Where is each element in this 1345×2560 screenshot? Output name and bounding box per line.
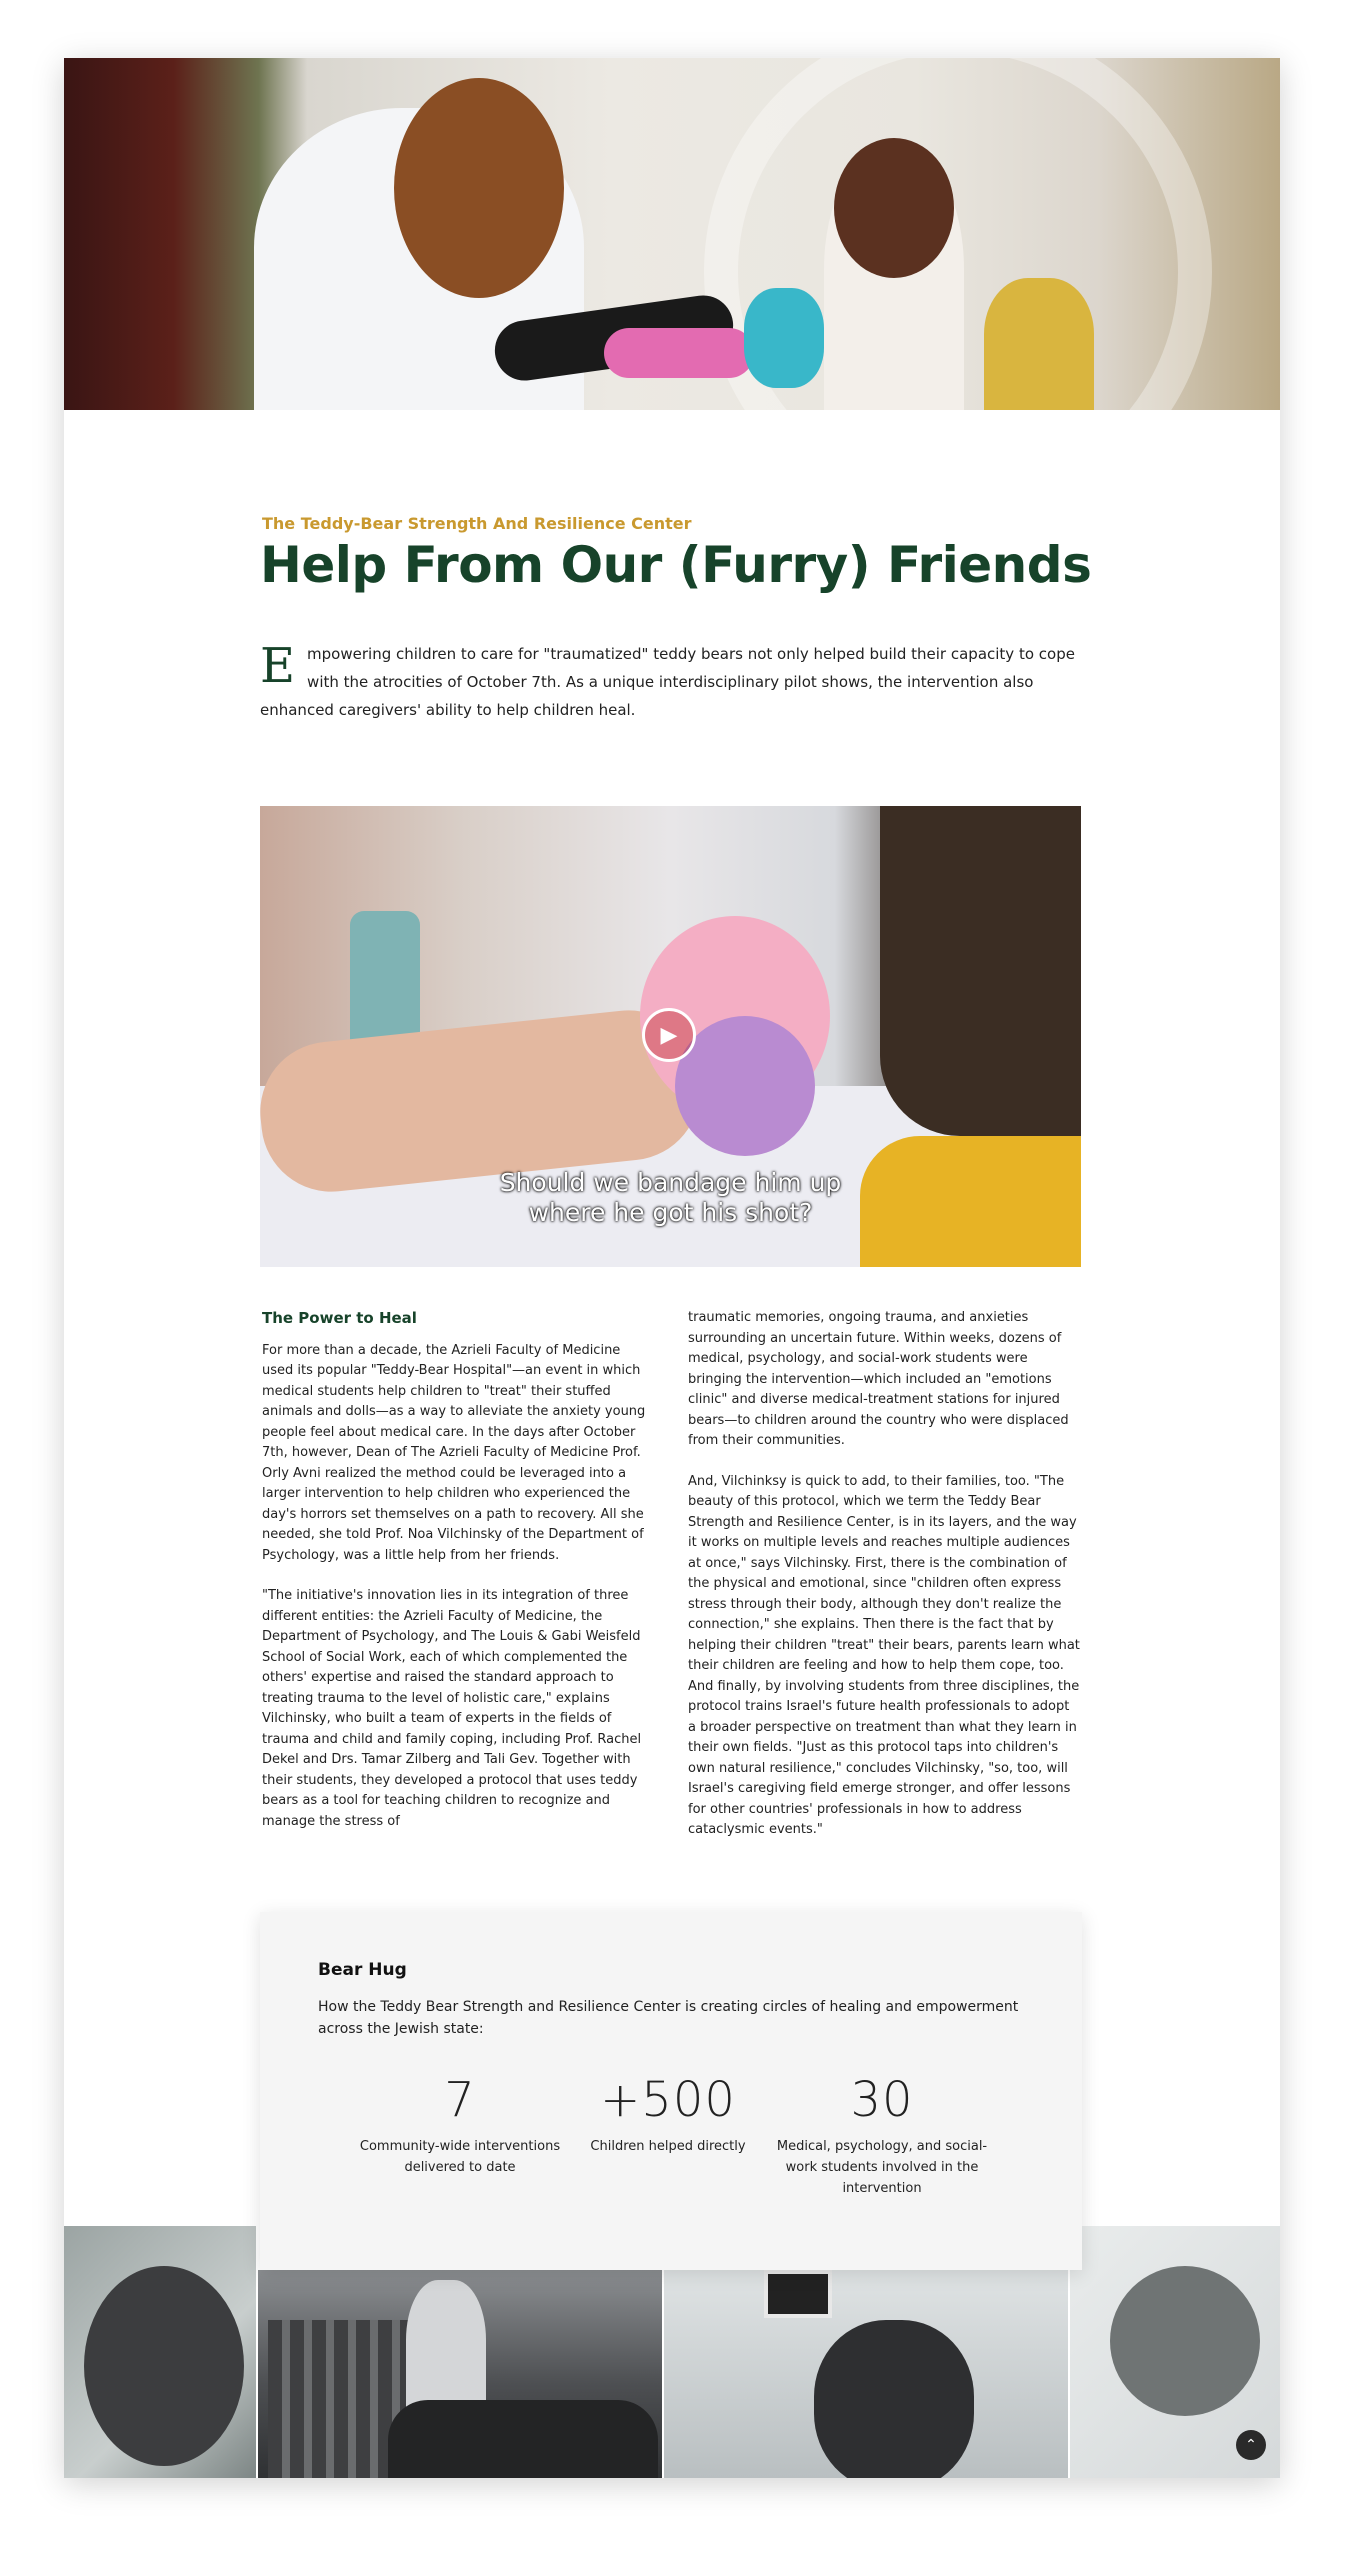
stat-item <box>558 2072 778 2157</box>
play-icon[interactable]: ▶ <box>642 1008 696 1062</box>
gallery-photo <box>664 2270 1068 2478</box>
paragraph: traumatic memories, ongoing trauma, and anxieties surrounding an uncertain future. Within weeks, dozens of medical, psychology, and social-work students were bringing the intervention—which included an "emotions clinic" and diverse medical-treatment stations for injured bears—to children around the country who were displaced from their communities. <box>688 1310 1069 1448</box>
gallery-photo <box>64 2226 256 2478</box>
article-eyebrow: The Teddy-Bear Strength And Resilience Center <box>262 514 692 533</box>
article-card <box>64 58 1280 2478</box>
drop-cap: E <box>260 638 296 694</box>
stats-box <box>260 1912 1082 2270</box>
stat-item <box>350 2072 570 2178</box>
caption-line-1: Should we bandage him up <box>499 1168 842 1197</box>
stat-value: 7 <box>444 2072 476 2128</box>
stat-value: +500 <box>600 2072 736 2128</box>
stat-value: 30 <box>850 2072 914 2128</box>
arrow-up-icon: ⌃ <box>1245 2437 1257 2453</box>
body-column-right <box>688 1308 1080 1861</box>
gallery-photo <box>258 2270 662 2478</box>
back-to-top-button[interactable] <box>1236 2430 1266 2460</box>
stats-heading: Bear Hug <box>318 1960 407 1980</box>
paragraph: "The initiative's innovation lies in its integration of three different entities: the Azrieli Faculty of Medicine, the Department of Psychology, and The Louis & Gabi Weisfeld School of Social Work, each of which complemented the others' expertise and raised the standard approach to treating trauma to the level of holistic care," explains Vilchinsky, who built a team of experts in the fields of trauma and child and family coping, including Prof. Rachel Dekel and Drs. Tamar Zilberg and Tali Gev. Together with their students, they developed a protocol that uses teddy bears as a tool for teaching children to recognize and manage the stress of <box>262 1588 642 1829</box>
body-column-left <box>262 1308 652 1852</box>
stat-label: Children helped directly <box>590 2139 746 2154</box>
video-caption <box>260 1168 1081 1228</box>
hero-image <box>64 58 1280 410</box>
stat-item <box>772 2072 992 2199</box>
video-player[interactable] <box>260 806 1081 1267</box>
stats-description: How the Teddy Bear Strength and Resilience Center is creating circles of healing and empowerment across the Jewish state: <box>318 1999 1019 2037</box>
caption-line-2: where he got his shot? <box>528 1198 813 1227</box>
article-intro <box>260 640 1086 724</box>
stat-label: Medical, psychology, and social-work students involved in the intervention <box>776 2139 988 2196</box>
paragraph: For more than a decade, the Azrieli Faculty of Medicine used its popular "Teddy-Bear Hospital"—an event in which medical students help children to "treat" their stuffed animals and dolls—as a way to alleviate the anxiety young people feel about medical care. In the days after October 7th, however, Dean of The Azrieli Faculty of Medicine Prof. Orly Avni realized the method could be leveraged into a larger intervention to help children who experienced the day's horrors set themselves on a path to recovery. All she needed, she told Prof. Noa Vilchinsky of the Department of Psychology, was a little help from her friends. <box>262 1342 646 1563</box>
intro-text: mpowering children to care for "traumatized" teddy bears not only helped build their capacity to cope with the atrocities of October 7th. As a unique interdisciplinary pilot shows, the intervention also enhanced caregivers' ability to help children heal. <box>260 645 1075 719</box>
page-title: Help From Our (Furry) Friends <box>260 536 1092 594</box>
stat-label: Community-wide interventions delivered to date <box>359 2139 561 2175</box>
paragraph: And, Vilchinksy is quick to add, to their families, too. "The beauty of this protocol, which we term the Teddy Bear Strength and Resilience Center, is in its layers, and the way it works on multiple levels and reaches multiple audiences at once," says Vilchinsky. First, there is the combination of the physical and emotional, since "children often express stress through their body, although they don't realize the connection," she explains. Then there is the fact that by helping their children "treat" their bears, parents learn what their children are feeling and how to help them cope, too. And finally, by involving students from three disciplines, the protocol trains Israel's future health professionals to adopt a broader perspective on treatment than what they learn in their own fields. "Just as this protocol taps into children's own natural resilience," concludes Vilchinsky, "so, too, will Israel's caregiving field emerge stronger, and offer lessons for other countries' professionals in how to address cataclysmic events." <box>688 1473 1080 1837</box>
section-heading: The Power to Heal <box>262 1309 417 1327</box>
